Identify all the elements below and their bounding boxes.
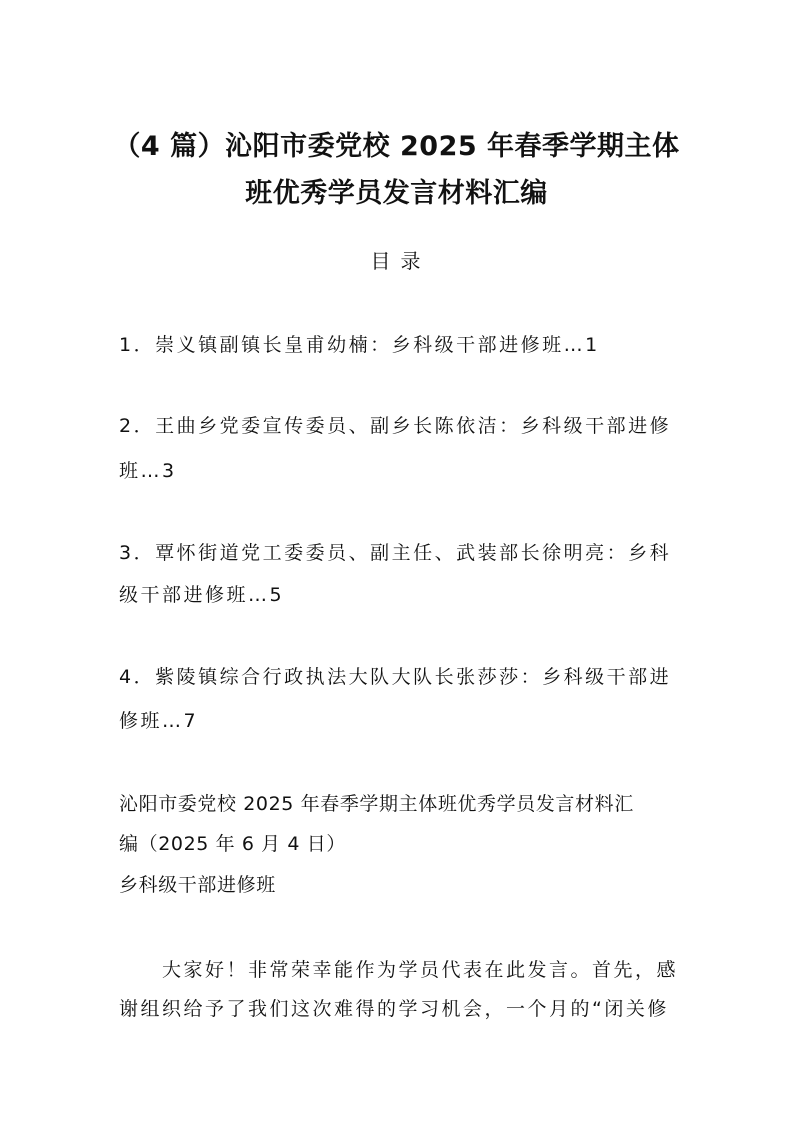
toc-item-3-line-2: 级干部进修班…5 bbox=[119, 584, 285, 606]
section-subheader: 乡科级干部进修班 bbox=[119, 874, 276, 896]
document-title-line-2: 班优秀学员发言材料汇编 bbox=[245, 178, 548, 209]
toc-item-3-line-1: 3．覃怀街道党工委委员、副主任、武装部长徐明亮：乡科 bbox=[119, 542, 672, 564]
toc-heading: 目录 bbox=[370, 249, 431, 273]
toc-item-2-line-1: 2．王曲乡党委宣传委员、副乡长陈依洁：乡科级干部进修 bbox=[119, 415, 672, 437]
toc-item-4-line-2: 修班…7 bbox=[119, 710, 199, 732]
document-title-line-1: （4 篇）沁阳市委党校 2025 年春季学期主体 bbox=[113, 131, 680, 162]
section-header-line-2: 编（2025 年 6 月 4 日） bbox=[119, 833, 346, 855]
toc-item-4-line-1: 4．紫陵镇综合行政执法大队大队长张莎莎：乡科级干部进 bbox=[119, 666, 672, 688]
body-paragraph-line-1: 大家好！非常荣幸能作为学员代表在此发言。首先，感 bbox=[162, 959, 679, 981]
toc-item-2-line-2: 班…3 bbox=[119, 460, 177, 482]
body-paragraph-line-2: 谢组织给予了我们这次难得的学习机会，一个月的“闭关修 bbox=[119, 998, 669, 1020]
section-header-line-1: 沁阳市委党校 2025 年春季学期主体班优秀学员发言材料汇 bbox=[119, 793, 634, 815]
toc-item-1: 1．崇义镇副镇长皇甫幼楠：乡科级干部进修班…1 bbox=[119, 334, 600, 356]
